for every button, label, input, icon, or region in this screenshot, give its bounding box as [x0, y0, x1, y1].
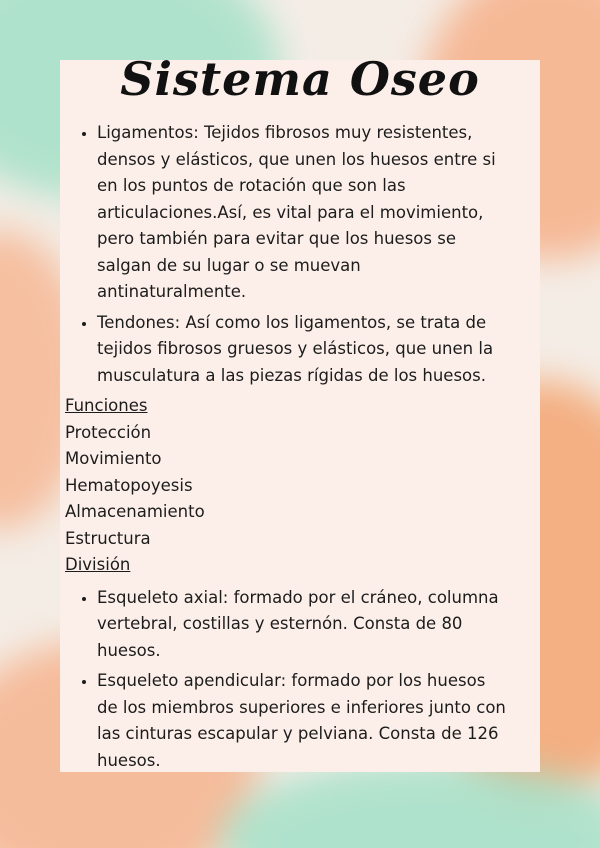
list-item-esqueleto-apendicular: • Esqueleto apendicular: formado por los huesos de los miembros superiores e inferiores junto con las cinturas escapular y pelviana. Consta de 126 huesos. — [97, 668, 510, 774]
list-item-esqueleto-axial: • Esqueleto axial: formado por el cráneo, columna vertebral, costillas y esternón. Consta de 80 huesos. — [97, 585, 510, 665]
intro-list — [65, 120, 510, 389]
funcion-item: Almacenamiento — [65, 502, 205, 521]
division-heading: División — [65, 555, 131, 574]
list-item-ligamentos: • Ligamentos: Tejidos fibrosos muy resistentes, densos y elásticos, que unen los huesos entre si en los puntos de rotación que son las articulaciones.Así, es vital para el movimiento, pero también para evitar que los huesos se salgan de su lugar o se muevan antinaturalmente. — [97, 120, 510, 306]
page-title: Sistema Oseo — [120, 52, 480, 106]
document-body — [65, 120, 510, 778]
funcion-item: Movimiento — [65, 449, 162, 468]
funcion-item: Estructura — [65, 528, 151, 548]
list-item-tendones: • Tendones: Así como los ligamentos, se trata de tejidos fibrosos gruesos y elásticos, que unen la musculatura a las piezas rígidas de los huesos. — [97, 310, 510, 390]
division-list — [65, 585, 510, 775]
funciones-heading: Funciones — [65, 396, 148, 415]
funcion-item: Hematopoyesis — [65, 475, 193, 495]
funcion-item: Protección — [65, 422, 152, 442]
